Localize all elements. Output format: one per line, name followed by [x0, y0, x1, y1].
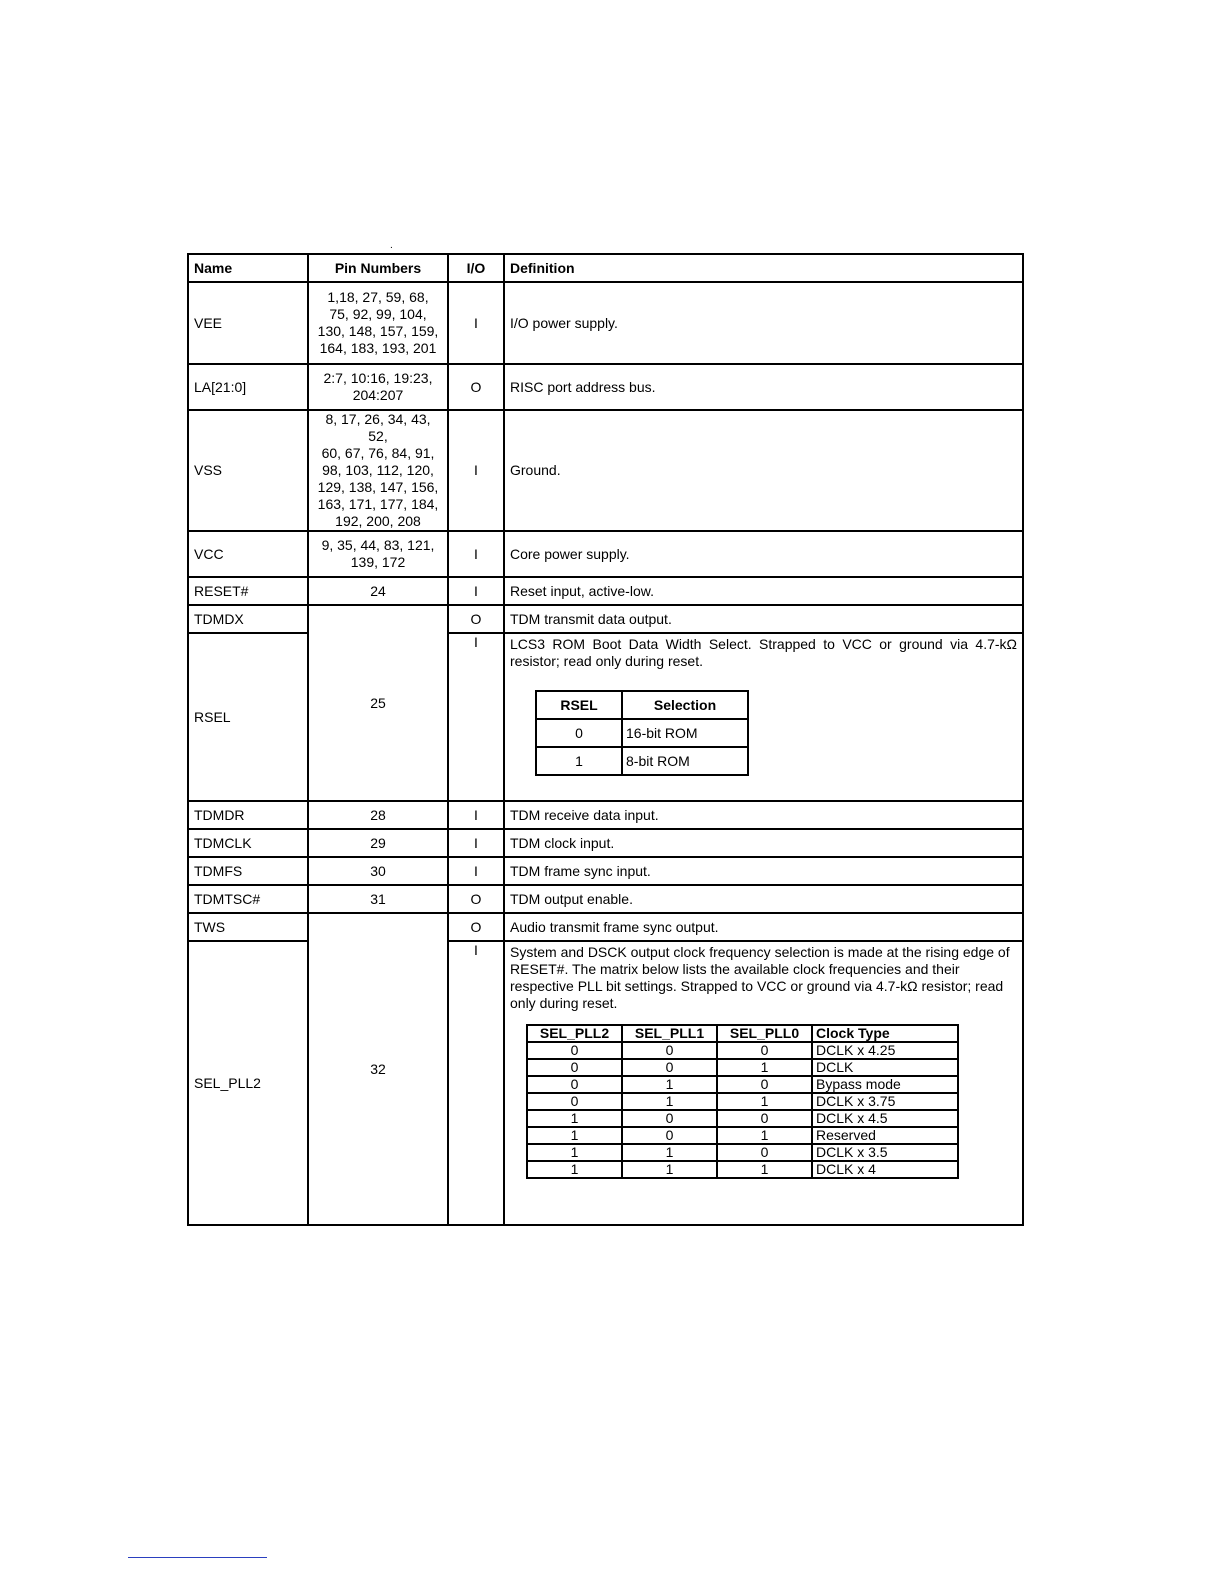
pll-cell: 1	[527, 1144, 622, 1161]
rsel-row	[536, 719, 748, 747]
table-row	[188, 410, 1023, 531]
sel-pll2-description: System and DSCK output clock frequency selection is made at the rising edge of RESET#. The matrix below lists the available clock frequencies and their respective PLL bit settings. Strapped to VCC or ground via 4.7-kΩ resistor; read only during reset.	[510, 944, 1010, 1011]
pll-row	[527, 1110, 958, 1127]
pin-numbers: 25	[308, 605, 448, 801]
pll-cell: 1	[527, 1161, 622, 1178]
pll-cell: 1	[717, 1093, 812, 1110]
pll-cell: 0	[717, 1110, 812, 1127]
pll-cell: 0	[717, 1042, 812, 1059]
pin-numbers	[308, 531, 448, 577]
header-pin-numbers: Pin Numbers	[308, 254, 448, 282]
pll-cell: 1	[622, 1161, 717, 1178]
rsel-description: LCS3 ROM Boot Data Width Select. Strapped to VCC or ground via 4.7-kΩ resistor; read only during reset.	[510, 636, 1017, 669]
pin-definition: TDM transmit data output.	[504, 605, 1023, 633]
table-row	[188, 801, 1023, 829]
rsel-selection: 16-bit ROM	[622, 719, 748, 747]
pin-name: SEL_PLL2	[188, 941, 308, 1225]
pin-numbers	[308, 282, 448, 364]
pin-name: TDMDR	[188, 801, 308, 829]
pin-definition	[504, 941, 1023, 1225]
header-io: I/O	[448, 254, 504, 282]
rsel-selection-table	[535, 690, 749, 776]
pll-clock-type: DCLK x 4.25	[812, 1042, 958, 1059]
stray-dot: .	[390, 240, 393, 251]
pin-line: 60, 67, 76, 84, 91,	[321, 445, 435, 461]
pin-numbers: 32	[308, 913, 448, 1225]
table-row	[188, 282, 1023, 364]
pll-cell: 1	[717, 1161, 812, 1178]
pll-row	[527, 1076, 958, 1093]
pll-row	[527, 1059, 958, 1076]
table-row	[188, 577, 1023, 605]
pll-cell: 0	[527, 1042, 622, 1059]
table-row	[188, 913, 1023, 941]
pll-header: SEL_PLL1	[622, 1025, 717, 1042]
rsel-selection: 8-bit ROM	[622, 747, 748, 775]
pin-name: VSS	[188, 410, 308, 531]
pin-io: I	[448, 577, 504, 605]
pll-header: Clock Type	[812, 1025, 958, 1042]
pll-row	[527, 1161, 958, 1178]
pll-cell: 0	[622, 1127, 717, 1144]
pll-cell: 1	[622, 1144, 717, 1161]
pin-io: O	[448, 364, 504, 410]
header-definition: Definition	[504, 254, 1023, 282]
pin-name: TDMFS	[188, 857, 308, 885]
pll-row	[527, 1093, 958, 1110]
pin-definition: I/O power supply.	[504, 282, 1023, 364]
pin-numbers	[308, 410, 448, 531]
pin-line: 163, 171, 177, 184,	[317, 496, 439, 512]
table-row	[188, 605, 1023, 633]
pll-header: SEL_PLL0	[717, 1025, 812, 1042]
pll-clock-type: DCLK x 4.5	[812, 1110, 958, 1127]
header-name: Name	[188, 254, 308, 282]
pin-definition	[504, 633, 1023, 801]
pin-definition: TDM output enable.	[504, 885, 1023, 913]
pin-io: I	[448, 941, 504, 1225]
rsel-value: 0	[536, 719, 622, 747]
table-row	[188, 885, 1023, 913]
pll-clock-type: DCLK x 3.75	[812, 1093, 958, 1110]
pin-io: I	[448, 282, 504, 364]
table-row	[188, 829, 1023, 857]
pll-clock-type: Bypass mode	[812, 1076, 958, 1093]
pin-definition: TDM receive data input.	[504, 801, 1023, 829]
pin-name: TDMCLK	[188, 829, 308, 857]
pin-definition: Audio transmit frame sync output.	[504, 913, 1023, 941]
pin-definition: TDM frame sync input.	[504, 857, 1023, 885]
pll-header: SEL_PLL2	[527, 1025, 622, 1042]
rsel-header-row	[536, 691, 748, 719]
pll-clock-type: DCLK	[812, 1059, 958, 1076]
pin-name: LA[21:0]	[188, 364, 308, 410]
pin-numbers: 29	[308, 829, 448, 857]
pin-numbers: 24	[308, 577, 448, 605]
pin-line: 98, 103, 112, 120,	[322, 462, 434, 478]
pll-cell: 0	[717, 1144, 812, 1161]
table-row	[188, 531, 1023, 577]
pin-name: TDMDX	[188, 605, 308, 633]
pll-cell: 0	[527, 1093, 622, 1110]
pin-definition: Ground.	[504, 410, 1023, 531]
pin-line: 164, 183, 193, 201	[319, 340, 437, 356]
pll-cell: 1	[717, 1127, 812, 1144]
pll-row	[527, 1127, 958, 1144]
pll-cell: 0	[527, 1076, 622, 1093]
pll-cell: 1	[527, 1127, 622, 1144]
pin-line: 204:207	[352, 387, 404, 403]
pin-io: I	[448, 531, 504, 577]
pin-io: I	[448, 410, 504, 531]
pin-name: RSEL	[188, 633, 308, 801]
pll-cell: 0	[717, 1076, 812, 1093]
pin-line: 1,18, 27, 59, 68,	[327, 289, 429, 305]
pin-definition: RISC port address bus.	[504, 364, 1023, 410]
pll-cell: 0	[527, 1059, 622, 1076]
pin-numbers	[308, 364, 448, 410]
pin-definition-table	[187, 253, 1024, 1226]
pin-io: O	[448, 913, 504, 941]
table-header-row	[188, 254, 1023, 282]
rsel-value: 1	[536, 747, 622, 775]
pin-line: 75, 92, 99, 104,	[329, 306, 427, 322]
pin-name: TWS	[188, 913, 308, 941]
selection-header: Selection	[622, 691, 748, 719]
pin-name: VCC	[188, 531, 308, 577]
pin-definition: Reset input, active-low.	[504, 577, 1023, 605]
pin-numbers: 31	[308, 885, 448, 913]
rsel-header: RSEL	[536, 691, 622, 719]
rsel-row	[536, 747, 748, 775]
pin-name: VEE	[188, 282, 308, 364]
pll-row	[527, 1042, 958, 1059]
pin-definition: Core power supply.	[504, 531, 1023, 577]
pll-cell: 0	[622, 1059, 717, 1076]
pin-line: 2:7, 10:16, 19:23,	[323, 370, 433, 386]
pin-line: 139, 172	[350, 554, 406, 570]
pll-cell: 1	[717, 1059, 812, 1076]
pin-io: O	[448, 885, 504, 913]
pin-name: TDMTSC#	[188, 885, 308, 913]
pll-clock-type: DCLK x 3.5	[812, 1144, 958, 1161]
pin-line: 9, 35, 44, 83, 121,	[321, 537, 435, 553]
pin-line: 192, 200, 208	[335, 513, 421, 529]
pll-cell: 1	[622, 1076, 717, 1093]
pin-io: I	[448, 801, 504, 829]
table-row	[188, 364, 1023, 410]
pin-definition: TDM clock input.	[504, 829, 1023, 857]
table-row	[188, 857, 1023, 885]
pin-numbers: 30	[308, 857, 448, 885]
footnote-separator	[128, 1557, 267, 1558]
pin-io: I	[448, 829, 504, 857]
pll-cell: 0	[622, 1110, 717, 1127]
pin-line: 130, 148, 157, 159,	[317, 323, 439, 339]
pll-clock-type: DCLK x 4	[812, 1161, 958, 1178]
pin-numbers: 28	[308, 801, 448, 829]
pin-name: RESET#	[188, 577, 308, 605]
pll-row	[527, 1144, 958, 1161]
pin-line: 8, 17, 26, 34, 43, 52,	[325, 411, 431, 444]
pin-io: I	[448, 857, 504, 885]
pll-header-row	[527, 1025, 958, 1042]
pll-cell: 1	[527, 1110, 622, 1127]
pin-io: O	[448, 605, 504, 633]
pin-line: 129, 138, 147, 156,	[317, 479, 439, 495]
pll-cell: 1	[622, 1093, 717, 1110]
pin-io: I	[448, 633, 504, 801]
pll-cell: 0	[622, 1042, 717, 1059]
pll-clock-type: Reserved	[812, 1127, 958, 1144]
pll-settings-table	[526, 1024, 959, 1179]
